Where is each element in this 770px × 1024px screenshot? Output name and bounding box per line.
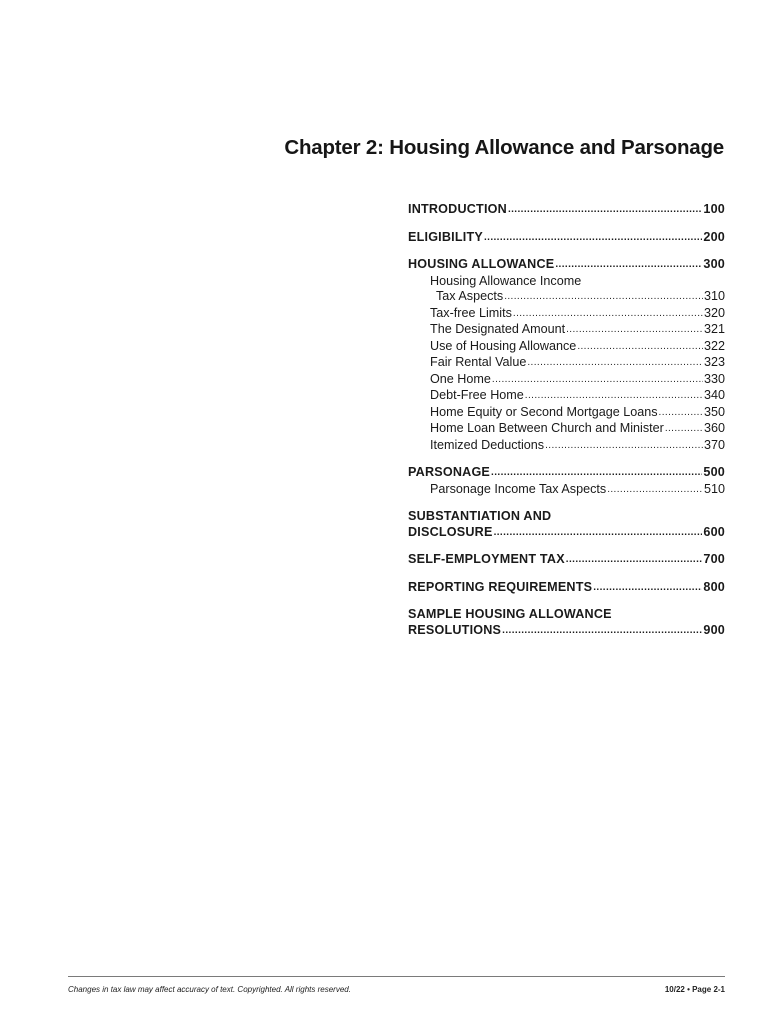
- dot-leader: [659, 405, 703, 421]
- toc-subentry[interactable]: [408, 372, 725, 389]
- toc-section-reporting: [408, 580, 725, 597]
- toc-subentry[interactable]: [408, 355, 725, 372]
- toc-entry[interactable]: [408, 465, 725, 482]
- toc-subentry-page: 320: [703, 305, 725, 320]
- toc-entry-label: PARSONAGE: [408, 465, 491, 479]
- toc-subentry[interactable]: [408, 438, 725, 455]
- dot-leader: [555, 257, 702, 273]
- toc-subentry-line[interactable]: [408, 274, 725, 290]
- dot-leader: [607, 482, 703, 498]
- toc-subentry-page: 330: [703, 371, 725, 386]
- toc-entry-label: RESOLUTIONS: [408, 622, 502, 637]
- toc-subentry[interactable]: [408, 388, 725, 405]
- toc-subentry-label: Home Equity or Second Mortgage Loans: [430, 404, 658, 419]
- toc-subentry-page: 350: [703, 404, 725, 419]
- footer-page-label: 10/22 • Page 2-1: [664, 985, 725, 994]
- toc-entry[interactable]: [408, 525, 725, 542]
- toc-subentry-page: 360: [703, 421, 725, 435]
- toc-entry[interactable]: [408, 230, 725, 247]
- toc-subentry-label: Debt-Free Home: [430, 388, 524, 402]
- toc-section-self-employment: [408, 552, 725, 569]
- toc-entry-label: INTRODUCTION: [408, 202, 507, 216]
- toc-subentry-page: 321: [703, 322, 725, 336]
- toc-subentry-label: Housing Allowance Income: [430, 273, 582, 288]
- toc-entry-page: 700: [703, 552, 725, 566]
- dot-leader: [566, 552, 703, 568]
- toc-subentry-label: The Designated Amount: [430, 322, 566, 336]
- toc-entry-page: 300: [703, 257, 725, 271]
- dot-leader: [577, 339, 703, 355]
- table-of-contents: [408, 202, 725, 650]
- footer-divider: [68, 976, 725, 977]
- toc-subentry-page: 322: [703, 338, 725, 353]
- dot-leader: [545, 438, 703, 454]
- toc-subentry[interactable]: [408, 339, 725, 356]
- toc-entry-label: SAMPLE HOUSING ALLOWANCE: [408, 607, 612, 621]
- toc-section-substantiation: [408, 509, 725, 541]
- toc-subentry[interactable]: [408, 405, 725, 422]
- dot-leader: [494, 525, 703, 541]
- toc-subentry-label: Home Loan Between Church and Minister: [430, 421, 664, 435]
- toc-entry[interactable]: [408, 202, 725, 219]
- toc-section-eligibility: [408, 230, 725, 247]
- toc-subentry-page: 323: [703, 355, 725, 369]
- toc-section-housing-allowance: [408, 257, 725, 454]
- toc-subentry[interactable]: [408, 289, 725, 306]
- toc-section-introduction: [408, 202, 725, 219]
- toc-subentry[interactable]: [408, 482, 725, 499]
- dot-leader: [508, 202, 702, 218]
- dot-leader: [504, 289, 703, 305]
- toc-section-sample: [408, 607, 725, 639]
- toc-subentry-label: Parsonage Income Tax Aspects: [430, 481, 607, 496]
- toc-entry[interactable]: [408, 623, 725, 640]
- toc-subentry-label: Use of Housing Allowance: [430, 338, 577, 353]
- dot-leader: [525, 388, 703, 404]
- toc-entry-label: DISCLOSURE: [408, 524, 493, 539]
- toc-entry-line[interactable]: [408, 607, 725, 623]
- toc-entry-line[interactable]: [408, 509, 725, 525]
- toc-subentry-page: 310: [703, 289, 725, 303]
- toc-subentry-label: Tax-free Limits: [430, 305, 512, 320]
- toc-subentry[interactable]: [408, 306, 725, 323]
- toc-entry[interactable]: [408, 257, 725, 274]
- toc-entry-label: ELIGIBILITY: [408, 229, 483, 244]
- toc-entry-page: 100: [703, 202, 725, 216]
- dot-leader: [593, 580, 702, 596]
- toc-entry-page: 800: [703, 579, 725, 594]
- toc-entry-label: SELF-EMPLOYMENT TAX: [408, 552, 565, 566]
- dot-leader: [492, 372, 703, 388]
- toc-subentry-page: 370: [703, 437, 725, 452]
- toc-subentry[interactable]: [408, 322, 725, 339]
- toc-entry-page: 200: [703, 229, 725, 244]
- footer-disclaimer: Changes in tax law may affect accuracy of text. Copyrighted. All rights reserved.: [68, 985, 351, 994]
- toc-subentry-label: Tax Aspects: [436, 289, 504, 303]
- toc-subentry[interactable]: [408, 421, 725, 438]
- toc-entry-label: SUBSTANTIATION AND: [408, 509, 552, 523]
- dot-leader: [491, 465, 702, 481]
- dot-leader: [566, 322, 703, 338]
- toc-entry[interactable]: [408, 580, 725, 597]
- toc-entry-label: REPORTING REQUIREMENTS: [408, 579, 593, 594]
- toc-subentry-page: 340: [703, 388, 725, 402]
- toc-entry-page: 500: [703, 465, 725, 479]
- dot-leader: [513, 306, 703, 322]
- toc-subentry-page: 510: [703, 481, 725, 496]
- dot-leader: [484, 230, 702, 246]
- toc-section-parsonage: [408, 465, 725, 498]
- toc-subentry-label: One Home: [430, 371, 491, 386]
- toc-subentry-label: Itemized Deductions: [430, 437, 545, 452]
- dot-leader: [665, 421, 703, 437]
- chapter-title: Chapter 2: Housing Allowance and Parsonage: [284, 136, 724, 159]
- toc-entry-page: 600: [703, 524, 725, 539]
- dot-leader: [502, 623, 702, 639]
- toc-entry-page: 900: [703, 622, 725, 637]
- toc-entry-label: HOUSING ALLOWANCE: [408, 257, 555, 271]
- toc-subentry-label: Fair Rental Value: [430, 355, 527, 369]
- toc-entry[interactable]: [408, 552, 725, 569]
- dot-leader: [527, 355, 703, 371]
